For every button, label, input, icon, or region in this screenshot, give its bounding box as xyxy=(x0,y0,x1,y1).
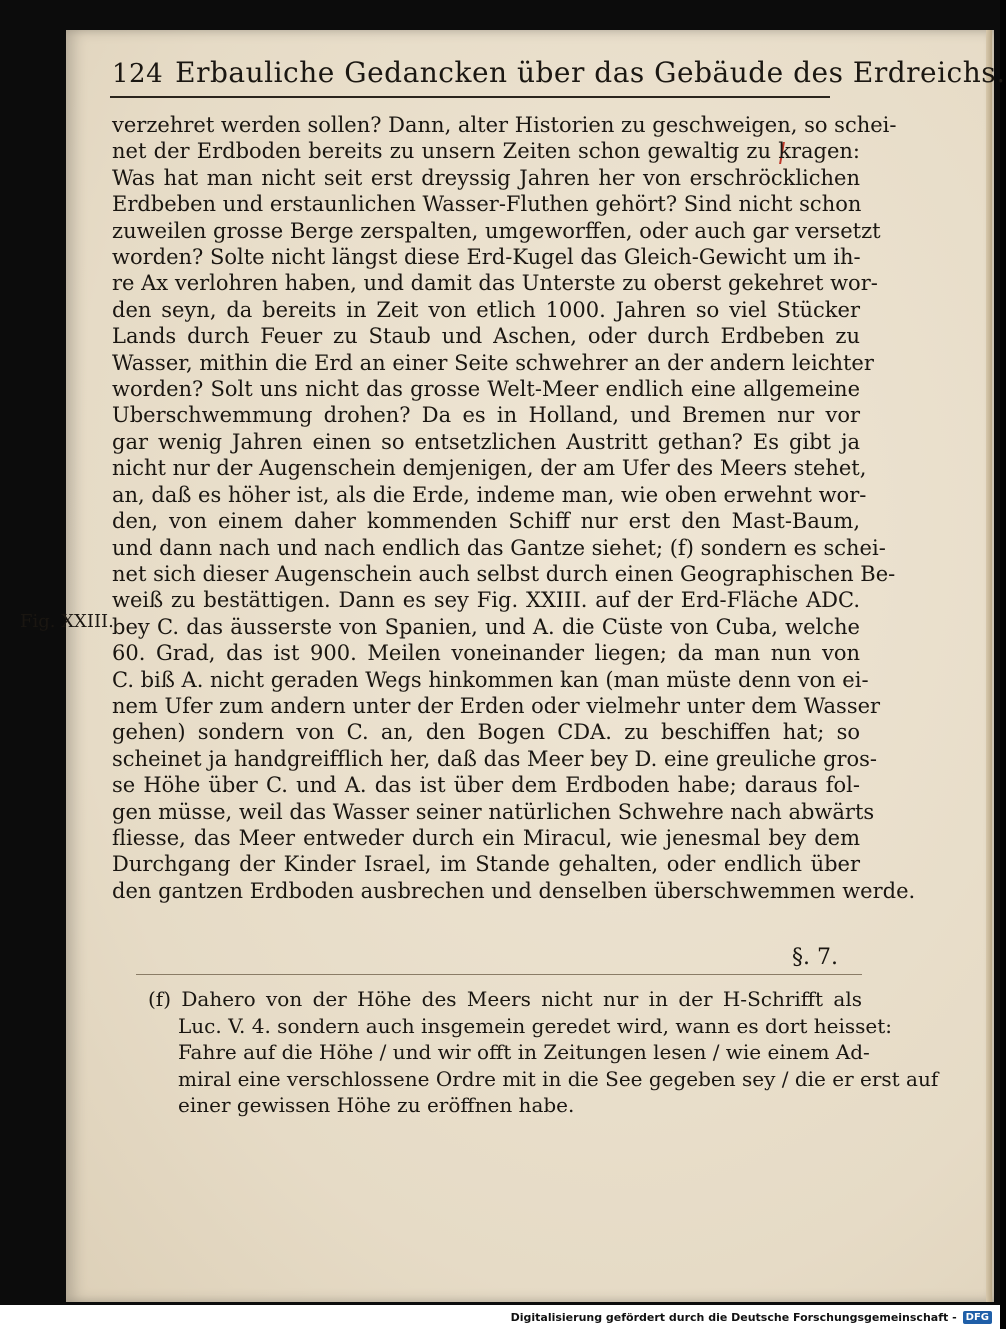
header-rule xyxy=(110,96,830,98)
body-line: verzehret werden sollen? Dann, alter Historien zu geschweigen, so schei- xyxy=(112,113,897,137)
body-line: worden? Solte nicht längst diese Erd-Kugel das Gleich-Gewicht um ih- xyxy=(112,245,861,270)
body-line: Durchgang der Kinder Israel, im Stande gehalten, oder endlich über xyxy=(112,852,860,877)
section-mark: §. 7. xyxy=(792,945,838,970)
margin-note-figure-ref: Fig. XXIII. xyxy=(20,611,114,632)
body-line: gar wenig Jahren einen so entsetzlichen Austritt gethan? Es gibt ja xyxy=(112,429,860,454)
digitization-credit-bar xyxy=(0,1305,1000,1329)
body-line: weiß zu bestättigen. Dann es sey Fig. XXIII. auf der Erd-Fläche ADC. xyxy=(112,588,860,613)
body-line: Uberschwemmung drohen? Da es in Holland, und Bremen nur vor xyxy=(112,403,860,428)
footnote-line: (f) Dahero von der Höhe des Meers nicht nur in der H-Schrifft als xyxy=(148,987,862,1011)
body-line: scheinet ja handgreifflich her, daß das Meer bey D. eine greuliche gros- xyxy=(112,746,877,771)
body-line: den seyn, da bereits in Zeit von etlich 1000. Jahren so viel Stücker xyxy=(112,297,860,322)
footnote-line: Fahre auf die Höhe / und wir offt in Zeitungen lesen / wie einem Ad- xyxy=(178,1040,870,1064)
body-line: an, daß es höher ist, als die Erde, indeme man, wie oben erwehnt wor- xyxy=(112,482,867,507)
dfg-logo: DFG xyxy=(963,1311,992,1324)
running-title: Erbauliche Gedancken über das Gebäude des Erdreichs. xyxy=(175,56,1006,89)
running-head xyxy=(112,56,1006,89)
digitization-credit: Digitalisierung gefördert durch die Deutsche Forschungsgemeinschaft - xyxy=(510,1310,957,1324)
body-line: zuweilen grosse Berge zerspalten, umgeworffen, oder auch gar versetzt xyxy=(112,218,881,243)
page-number: 124 xyxy=(112,59,164,89)
body-line: gen müsse, weil das Wasser seiner natürlichen Schwehre nach abwärts xyxy=(112,799,875,824)
body-line: nem Ufer zum andern unter der Erden oder vielmehr unter dem Wasser xyxy=(112,693,881,718)
body-line: 60. Grad, das ist 900. Meilen voneinander liegen; da man nun von xyxy=(112,641,860,666)
body-line: worden? Solt uns nicht das grosse Welt-Meer endlich eine allgemeine xyxy=(112,377,860,402)
body-text xyxy=(112,112,916,904)
body-line: re Ax verlohren haben, und damit das Unterste zu oberst gekehret wor- xyxy=(112,271,878,296)
body-line: fliesse, das Meer entweder durch ein Miracul, wie jenesmal bey dem xyxy=(112,825,860,850)
footnote-line: Luc. V. 4. sondern auch insgemein geredet wird, wann es dort heisset: xyxy=(178,1013,892,1038)
body-line: bey C. das äusserste von Spanien, und A. die Cüste von Cuba, welche xyxy=(112,614,860,639)
body-line: Was hat man nicht seit erst dreyssig Jahren her von erschröcklichen xyxy=(112,165,860,190)
body-line: nicht nur der Augenschein demjenigen, der am Ufer des Meers stehet, xyxy=(112,456,867,481)
body-line: gehen) sondern von C. an, den Bogen CDA. zu beschiffen hat; so xyxy=(112,720,860,745)
body-line: C. biß A. nicht geraden Wegs hinkommen kan (man müste denn von ei- xyxy=(112,667,869,692)
footnote-rule xyxy=(136,974,862,975)
body-line: den gantzen Erdboden ausbrechen und denselben überschwemmen werde. xyxy=(112,878,916,903)
footnote xyxy=(148,986,939,1119)
body-line: Erdbeben und erstaunlichen Wasser-Fluthen gehört? Sind nicht schon xyxy=(112,192,862,217)
page-edge xyxy=(986,30,992,1302)
footnote-line: miral eine verschlossene Ordre mit in die See gegeben sey / die er erst auf xyxy=(178,1066,939,1091)
body-line: net sich dieser Augenschein auch selbst durch einen Geographischen Be- xyxy=(112,561,896,586)
body-line: den, von einem daher kommenden Schiff nur erst den Mast-Baum, xyxy=(112,509,860,534)
footnote-line: einer gewissen Höhe zu eröffnen habe. xyxy=(178,1093,575,1117)
body-line: net der Erdboden bereits zu unsern Zeiten schon gewaltig zu kragen: xyxy=(112,139,860,164)
body-line: Wasser, mithin die Erd an einer Seite schwehrer an der andern leichter xyxy=(112,350,874,375)
body-line: se Höhe über C. und A. das ist über dem Erdboden habe; daraus fol- xyxy=(112,773,860,798)
body-line: Lands durch Feuer zu Staub und Aschen, oder durch Erdbeben zu xyxy=(112,324,860,349)
body-line: und dann nach und nach endlich das Gantze siehet; (f) sondern es schei- xyxy=(112,535,886,560)
